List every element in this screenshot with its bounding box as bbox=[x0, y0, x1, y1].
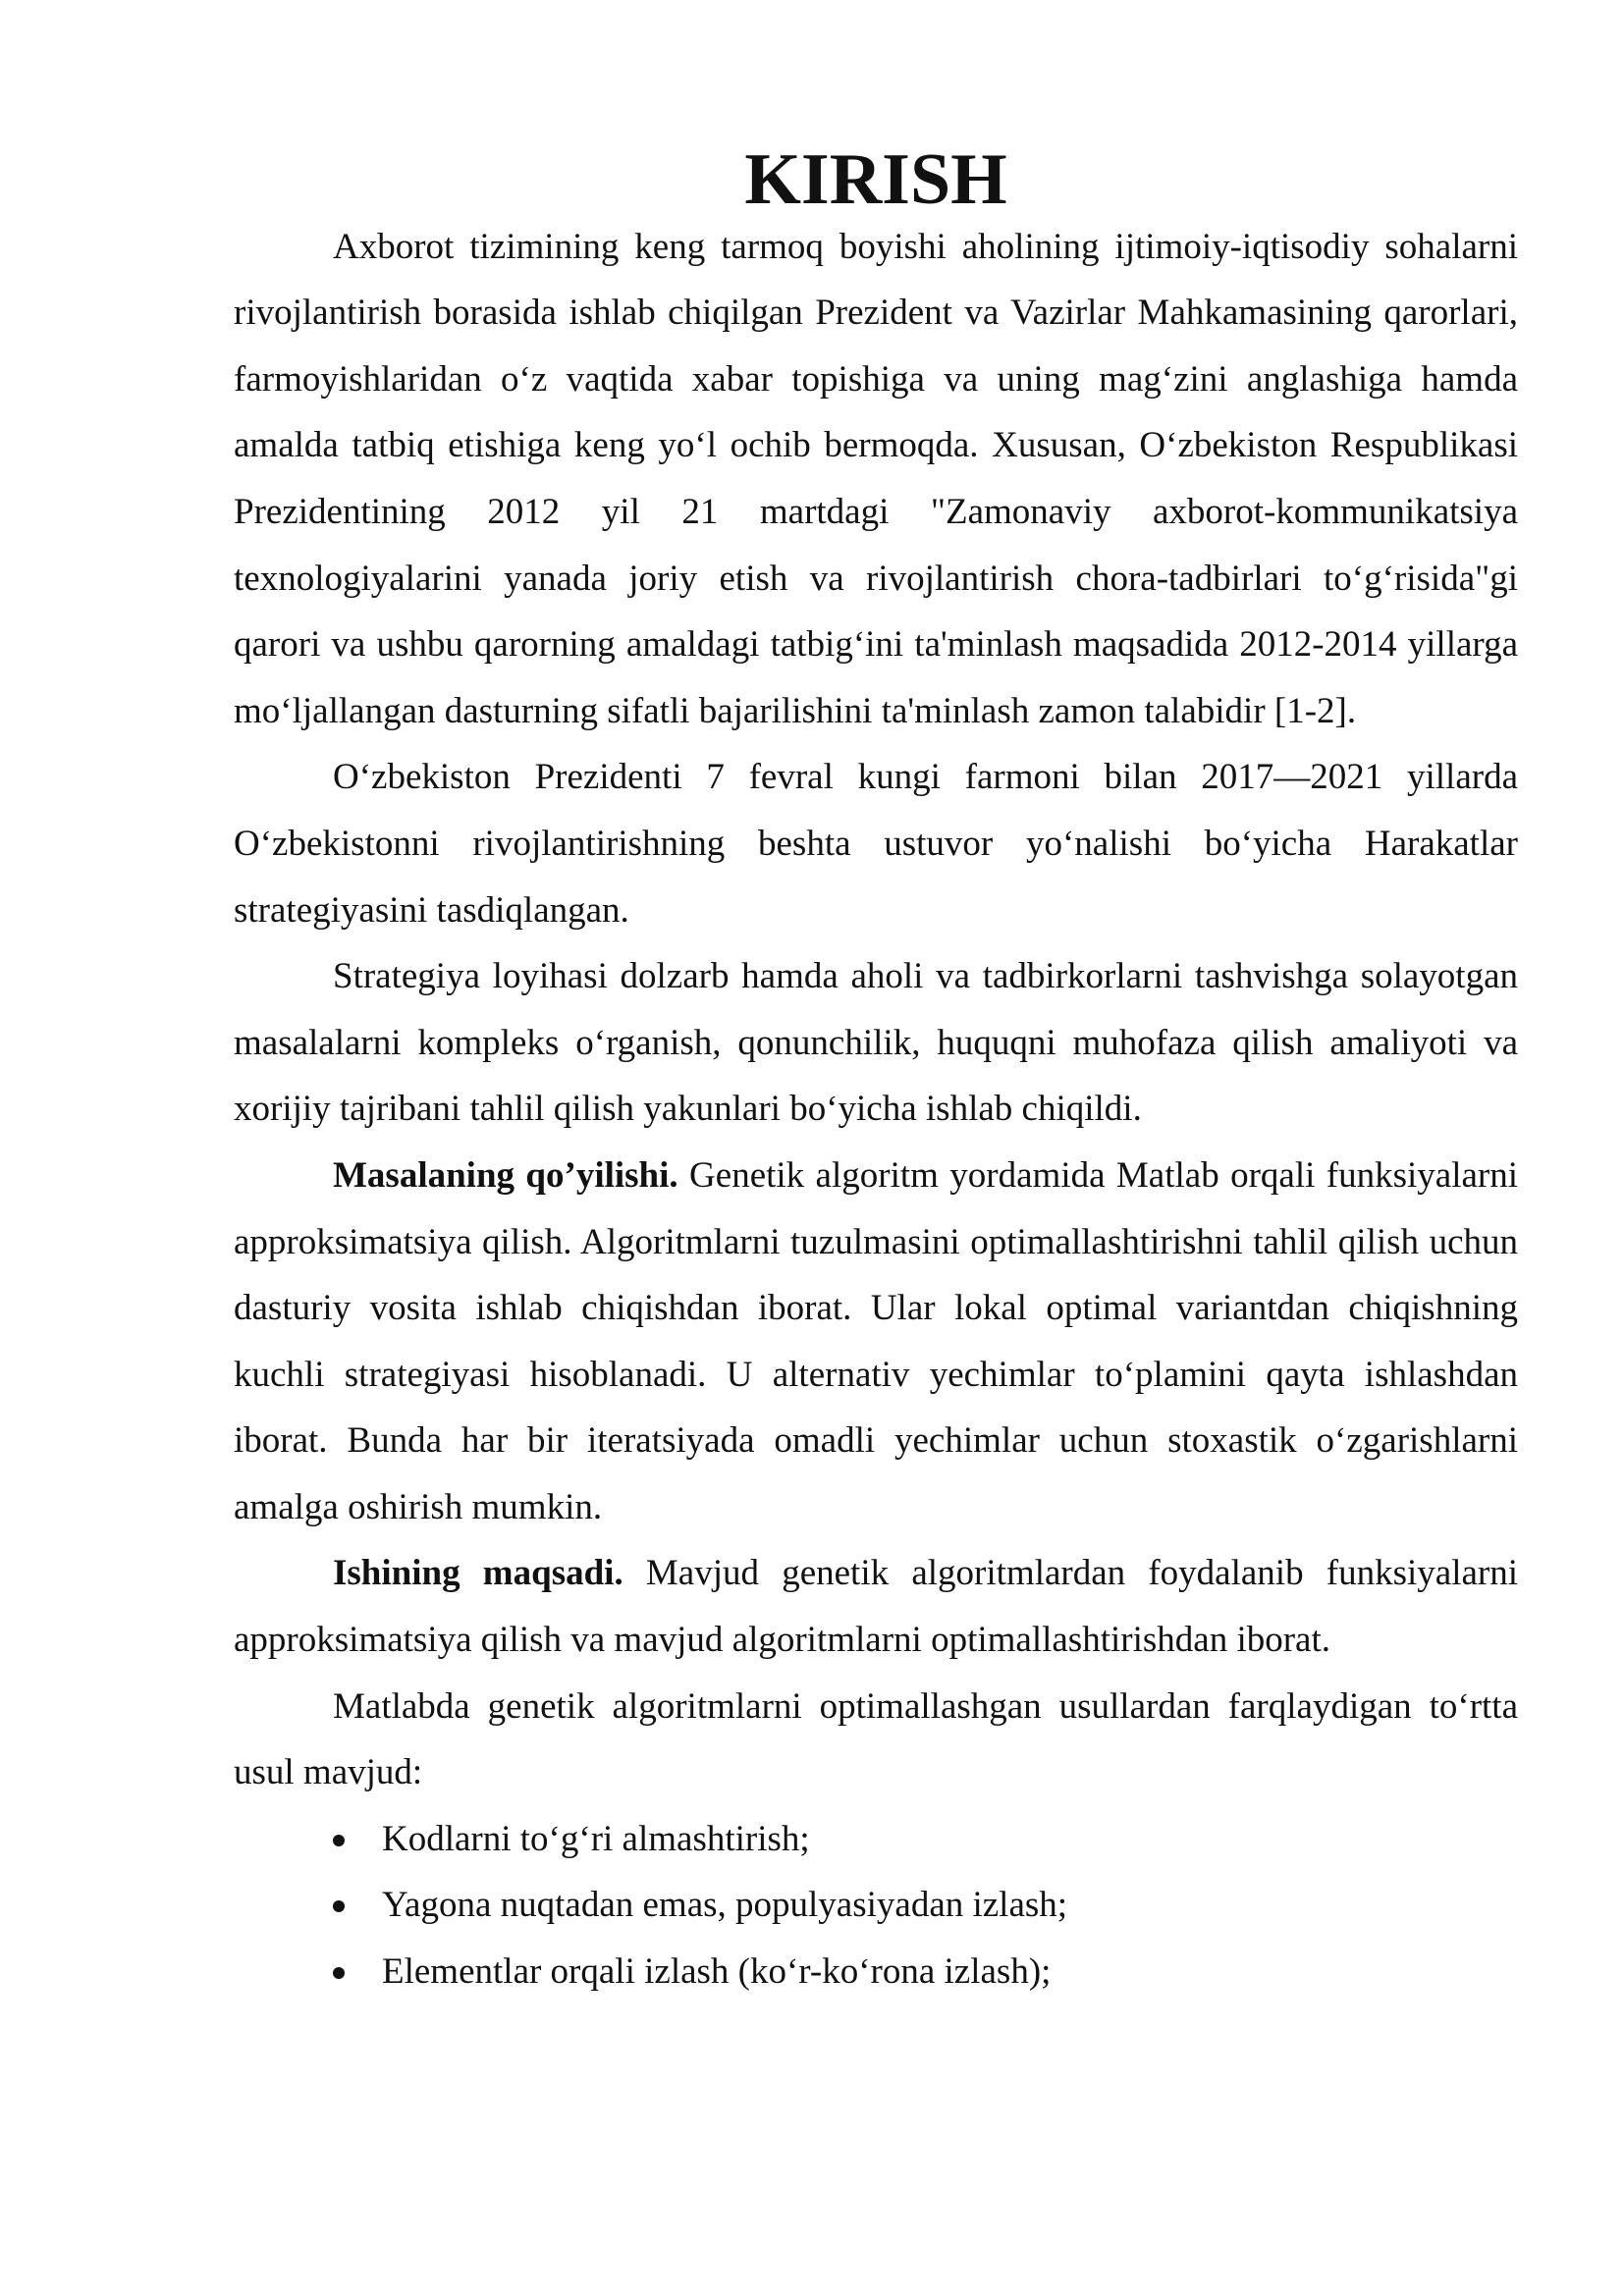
page-title: KIRISH bbox=[744, 139, 1007, 220]
paragraph-strategy-decree bbox=[234, 744, 1518, 943]
paragraph-lead: Ishining maqsadi. bbox=[333, 1553, 623, 1594]
bullet-icon bbox=[333, 1835, 345, 1846]
list-item-text: Yagona nuqtadan emas, populyasiyadan izlash; bbox=[382, 1885, 1068, 1926]
bullet-icon bbox=[333, 1900, 345, 1912]
list-item bbox=[234, 1806, 1518, 1873]
paragraph-problem-statement bbox=[234, 1143, 1518, 1541]
paragraph-goal bbox=[234, 1540, 1518, 1673]
paragraph-text: Matlabda genetik algoritmlarni optimallashgan usullardan farqlaydigan to‘rtta usul mavjud: bbox=[234, 1685, 1518, 1793]
list-item bbox=[234, 1872, 1518, 1939]
paragraph-strategy-project bbox=[234, 943, 1518, 1143]
list-item-text: Kodlarni to‘g‘ri almashtirish; bbox=[382, 1818, 810, 1859]
methods-list bbox=[234, 1806, 1518, 2005]
paragraph-text: Axborot tizimining keng tarmoq boyishi aholining ijtimoiy-iqtisodiy sohalarni rivojlantirish borasida ishlab chiqilgan Prezident va Vazirlar Mahkamasining qarorlari, farmoyishlaridan o‘z vaqtida xabar topishiga va uning mag‘zini anglashiga hamda amalda tatbiq etishiga keng yo‘l ochib bermoqda. Xususan, O‘zbekiston Respublikasi Prezidentining 2012 yil 21 martdagi "Zamonaviy axborot-kommunikatsiya texnologiyalarini yanada joriy etish va rivojlantirish chora-tadbirlari to‘g‘risida"gi qarori va ushbu qarorning amaldagi tatbig‘ini ta'minlash maqsadida 2012-2014 yillarga mo‘ljallangan dasturning sifatli bajarilishini ta'minlash zamon talabidir [1-2]. bbox=[234, 226, 1518, 731]
paragraph-methods-intro bbox=[234, 1674, 1518, 1806]
paragraph-intro bbox=[234, 214, 1518, 745]
paragraph-text: Strategiya loyihasi dolzarb hamda aholi va tadbirkorlarni tashvishga solayotgan masalalarni kompleks o‘rganish, qonunchilik, huquqni muhofaza qilish amaliyoti va xorijiy tajribani tahlil qilish yakunlari bo‘yicha ishlab chiqildi. bbox=[234, 956, 1518, 1130]
paragraph-text: Genetik algoritm yordamida Matlab orqali funksiyalarni approksimatsiya qilish. Algoritmlarni tuzulmasini optimallashtirishni tahlil qilish uchun dasturiy vosita ishlab chiqishdan iborat. Ular lokal optimal variantdan chiqishning kuchli strategiyasi hisoblanadi. U alternativ yechimlar to‘plamini qayta ishlashdan iborat. Bunda har bir iteratsiyada omadli yechimlar uchun stoxastik o‘zgarishlarni amalga oshirish mumkin. bbox=[234, 1154, 1519, 1527]
list-item bbox=[234, 1939, 1518, 2005]
bullet-icon bbox=[333, 1967, 345, 1979]
list-item-text: Elementlar orqali izlash (ko‘r-ko‘rona izlash); bbox=[382, 1951, 1052, 1993]
paragraph-text: O‘zbekiston Prezidenti 7 fevral kungi farmoni bilan 2017—2021 yillarda O‘zbekistonni rivojlantirishning beshta ustuvor yo‘nalishi bo‘yicha Harakatlar strategiyasini tasdiqlangan. bbox=[234, 757, 1518, 931]
document-body bbox=[234, 139, 1519, 2005]
paragraph-text: Mavjud genetik algoritmlardan foydalanib funksiyalarni approksimatsiya qilish va mavjud algoritmlarni optimallashtirishdan iborat. bbox=[234, 1553, 1518, 1661]
paragraph-lead: Masalaning qo’yilishi. bbox=[333, 1154, 678, 1196]
